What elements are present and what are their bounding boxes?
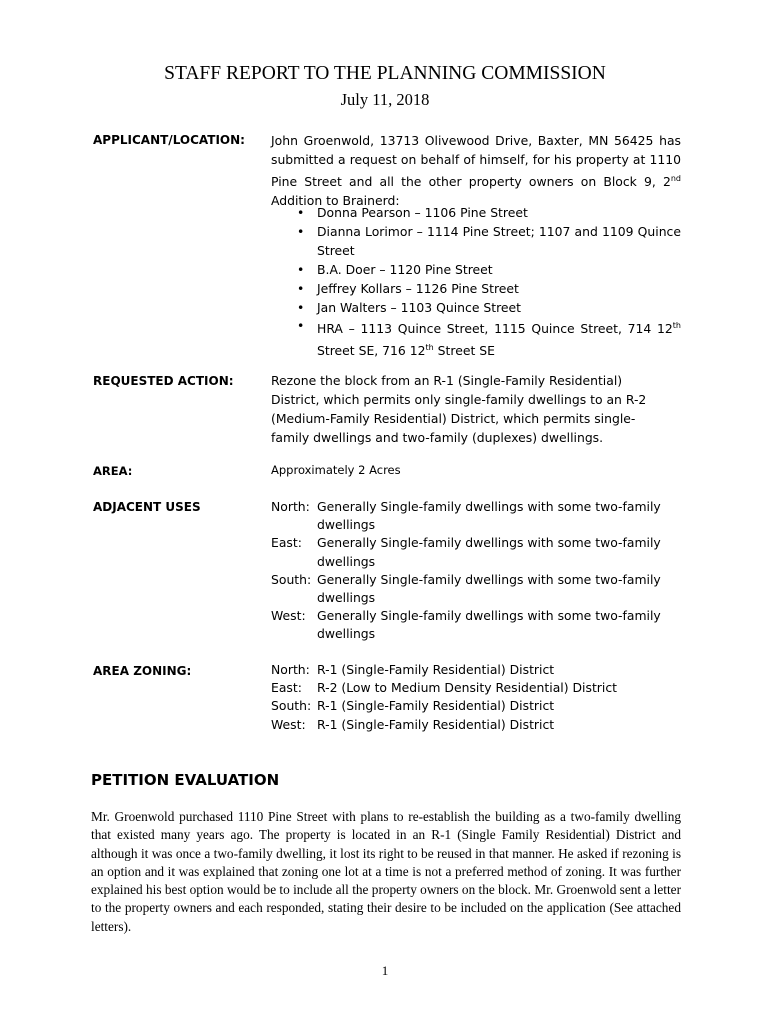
bullet-icon: • bbox=[297, 280, 305, 296]
zoning-text: R-2 (Low to Medium Density Residential) District bbox=[317, 680, 618, 696]
adjacent-uses-label: ADJACENT USES bbox=[93, 500, 201, 514]
owner-text: Donna Pearson – 1106 Pine Street bbox=[317, 205, 528, 220]
owner-list-item bbox=[297, 261, 681, 280]
adjacent-use-row bbox=[271, 607, 681, 643]
owner-list-item-hra bbox=[297, 317, 681, 361]
area-zoning-label: AREA ZONING: bbox=[93, 664, 192, 678]
direction-label: South: bbox=[271, 698, 312, 714]
requested-action-text: Rezone the block from an R-1 (Single-Family Residential) District, which permits only single-family dwellings to an R-2 (Medium-Family Residential) District, which permits single-family dwellings and two-family (duplexes) dwellings. bbox=[271, 373, 647, 445]
adjacent-use-text: Generally Single-family dwellings with some two-family dwellings bbox=[317, 571, 661, 606]
bullet-icon: • bbox=[297, 299, 305, 315]
zoning-text: R-1 (Single-Family Residential) District bbox=[317, 716, 555, 732]
bullet-icon: • bbox=[297, 318, 305, 334]
zoning-text: R-1 (Single-Family Residential) District bbox=[317, 662, 555, 677]
report-date: July 11, 2018 bbox=[340, 90, 430, 109]
adjacent-uses-list bbox=[271, 498, 681, 644]
direction-label: North: bbox=[271, 499, 310, 514]
direction-label: West: bbox=[271, 716, 306, 732]
applicant-text-a: John Groenwold, 13713 Olivewood Drive, Baxter, MN 56425 has submitted a request on behalf of himself, for his property at 1110 Pine Street and all the other property owners on Block 9, 2 bbox=[271, 133, 681, 190]
applicant-label: APPLICANT/LOCATION: bbox=[93, 133, 245, 147]
area-label: AREA: bbox=[93, 464, 133, 478]
area-value: Approximately 2 Acres bbox=[271, 463, 401, 477]
direction-label: West: bbox=[271, 608, 306, 624]
bullet-icon: • bbox=[297, 223, 305, 239]
owner-text: Dianna Lorimor – 1114 Pine Street; 1107 and 1109 Quince Street bbox=[317, 223, 681, 258]
zoning-row bbox=[271, 661, 681, 679]
direction-label: East: bbox=[271, 680, 302, 696]
bullet-icon: • bbox=[297, 205, 305, 220]
owner-list-item bbox=[297, 299, 681, 318]
adjacent-use-text: Generally Single-family dwellings with some two-family dwellings bbox=[317, 608, 661, 642]
adjacent-use-row bbox=[271, 534, 681, 570]
owner-text: B.A. Doer – 1120 Pine Street bbox=[317, 261, 493, 277]
owner-text: Jan Walters – 1103 Quince Street bbox=[317, 299, 522, 315]
petition-heading: PETITION EVALUATION bbox=[91, 771, 280, 789]
applicant-text bbox=[271, 131, 681, 210]
adjacent-use-text: Generally Single-family dwellings with some two-family dwellings bbox=[317, 535, 661, 569]
hra-text-b: Street SE, 716 12 bbox=[317, 343, 426, 359]
owner-list-item bbox=[297, 223, 681, 261]
owner-list-item bbox=[297, 204, 681, 223]
hra-sup-2: th bbox=[425, 343, 434, 353]
owner-list bbox=[297, 204, 681, 362]
adjacent-use-text: Generally Single-family dwellings with some two-family dwellings bbox=[317, 499, 661, 533]
zoning-row bbox=[271, 716, 681, 734]
direction-label: South: bbox=[271, 571, 312, 587]
zoning-text: R-1 (Single-Family Residential) District bbox=[317, 698, 555, 714]
hra-sup-1: th bbox=[672, 321, 681, 331]
report-title: STAFF REPORT TO THE PLANNING COMMISSION bbox=[164, 63, 606, 84]
area-zoning-list bbox=[271, 661, 681, 734]
zoning-row bbox=[271, 679, 681, 697]
applicant-text-sup: nd bbox=[670, 174, 681, 183]
hra-text-c: Street SE bbox=[433, 343, 495, 359]
bullet-icon: • bbox=[297, 261, 305, 277]
direction-label: East: bbox=[271, 535, 302, 551]
page-number: 1 bbox=[381, 963, 389, 978]
applicant-text-b: Addition to Brainerd: bbox=[271, 193, 400, 209]
adjacent-use-row bbox=[271, 498, 681, 534]
zoning-row bbox=[271, 697, 681, 715]
petition-paragraph: Mr. Groenwold purchased 1110 Pine Street with plans to re-establish the building as a two-family dwelling that existed many years ago. The property is located in an R-1 (Single Family Residential) District and although it was once a two-family dwelling, it lost its right to be reused in that manner. He asked if rezoning is an option and it was explained that zoning one lot at a time is not a preferred method of zoning. It was further explained his best option would be to include all the property owners on the block. Mr. Groenwold sent a letter to the property owners and each responded, stating their desire to be included on the application (See attached letters). bbox=[91, 809, 681, 934]
hra-text-a: HRA – 1113 Quince Street, 1115 Quince Street, 714 12 bbox=[317, 321, 673, 337]
requested-action-label: REQUESTED ACTION: bbox=[93, 374, 234, 388]
owner-list-item bbox=[297, 280, 681, 299]
direction-label: North: bbox=[271, 662, 310, 677]
adjacent-use-row bbox=[271, 571, 681, 607]
owner-text: Jeffrey Kollars – 1126 Pine Street bbox=[317, 280, 519, 296]
